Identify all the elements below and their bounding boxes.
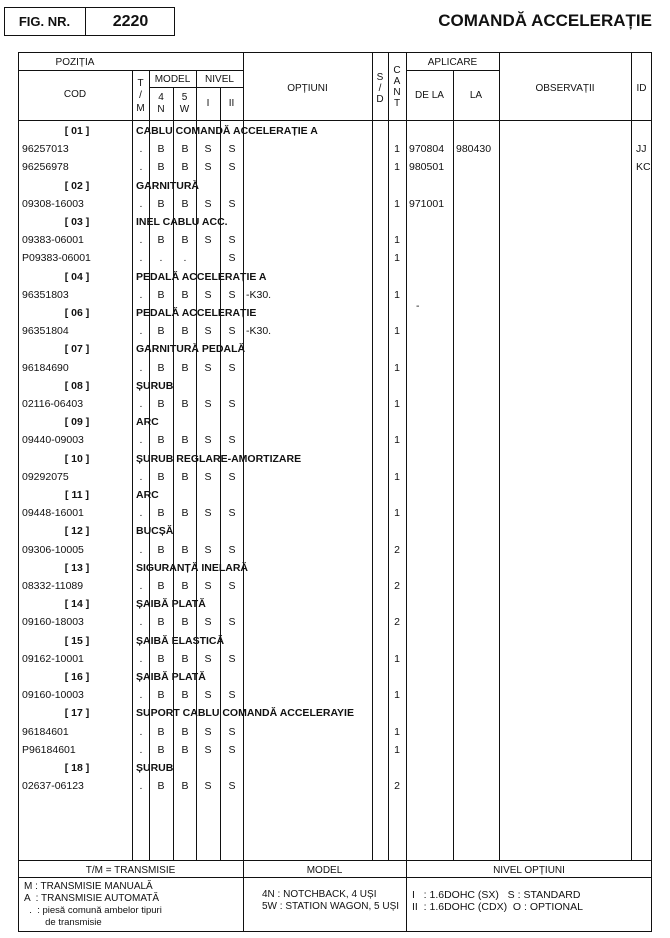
model-5w-mark: B	[181, 361, 189, 374]
row-divider	[18, 70, 243, 71]
quantity: 1	[394, 161, 400, 174]
transmission-mark: .	[139, 325, 143, 338]
header-t-slash: /	[139, 90, 142, 101]
level-1-mark: S	[204, 780, 212, 793]
header-model-n: N	[157, 104, 165, 115]
part-code: 09440-09003	[22, 434, 84, 447]
model-5w-mark: B	[181, 780, 189, 793]
part-name: ȘURUB REGLARE-AMORTIZARE	[136, 452, 302, 465]
position-number: [ 07 ]	[64, 343, 90, 356]
legend-transmisie-title: T/M = TRANSMISIE	[85, 865, 176, 876]
col-divider	[243, 52, 244, 932]
position-number: [ 17 ]	[64, 707, 90, 720]
level-2-mark: S	[228, 325, 236, 338]
header-observatii: OBSERVAȚII	[535, 83, 595, 94]
transmission-mark: .	[139, 143, 143, 156]
model-5w-mark: B	[181, 616, 189, 629]
model-4n-mark: B	[157, 434, 165, 447]
model-4n-mark: B	[157, 470, 165, 483]
position-number: [ 15 ]	[64, 634, 90, 647]
header-model: MODEL	[154, 74, 191, 85]
part-name: ARC	[136, 416, 159, 429]
header-cant-t: T	[393, 98, 401, 109]
model-5w-mark: B	[181, 743, 189, 756]
level-2-mark: S	[228, 580, 236, 592]
transmission-mark: .	[139, 543, 143, 556]
row-divider	[406, 70, 499, 71]
col-divider	[499, 52, 500, 860]
header-nivel: NIVEL	[205, 74, 234, 85]
quantity: 1	[394, 361, 400, 374]
level-2-mark: S	[228, 725, 236, 738]
model-5w-mark: B	[181, 197, 189, 210]
transmission-mark: .	[139, 398, 143, 410]
model-4n-mark: B	[157, 652, 165, 665]
legend-model-line: 4N : NOTCHBACK, 4 UȘI	[262, 889, 377, 900]
legend-model-line: 5W : STATION WAGON, 5 UȘI	[262, 901, 400, 912]
transmission-mark: .	[139, 197, 143, 210]
model-4n-mark: B	[157, 616, 165, 629]
transmission-mark: .	[139, 507, 143, 520]
header-sd-s: S	[376, 72, 384, 83]
option-code: -K30.	[246, 288, 272, 301]
transmission-mark: .	[139, 780, 143, 793]
row-divider	[149, 87, 243, 88]
col-divider	[132, 70, 133, 860]
part-code: 09160-18003	[22, 616, 84, 629]
transmission-mark: .	[139, 434, 143, 447]
transmission-mark: .	[139, 616, 143, 629]
part-code: 96256978	[22, 161, 69, 174]
level-2-mark: S	[228, 507, 236, 520]
quantity: 1	[394, 252, 400, 265]
part-code: 09306-10005	[22, 543, 84, 556]
level-2-mark: S	[228, 252, 236, 265]
col-divider	[372, 52, 373, 860]
part-code: 96351803	[22, 288, 69, 301]
header-bottom-rule	[18, 120, 652, 121]
part-code: 96257013	[22, 143, 69, 156]
model-5w-mark: B	[181, 470, 189, 483]
level-1-mark: S	[204, 434, 212, 447]
quantity: 1	[394, 652, 400, 665]
level-2-mark: S	[228, 689, 236, 702]
legend-top-rule	[18, 860, 652, 861]
model-4n-mark: B	[157, 743, 165, 756]
legend-model-title: MODEL	[306, 865, 343, 876]
from-date: 980501	[409, 161, 445, 174]
header-optiuni: OPȚIUNI	[287, 83, 328, 94]
part-code: 09160-10003	[22, 689, 84, 702]
part-code: 08332-11089	[22, 580, 84, 592]
position-number: [ 14 ]	[64, 598, 90, 611]
transmission-mark: .	[139, 252, 143, 265]
option-code: -K30.	[246, 325, 272, 338]
part-name: ARC	[136, 489, 159, 501]
model-4n-mark: .	[159, 252, 163, 265]
model-5w-mark: B	[181, 543, 189, 556]
position-number: [ 02 ]	[64, 179, 90, 192]
level-1-mark: S	[204, 743, 212, 756]
header-nivel-1: I	[206, 98, 210, 109]
transmission-mark: .	[139, 743, 143, 756]
header-nivel-2: II	[228, 98, 235, 109]
position-number: [ 04 ]	[64, 270, 90, 283]
model-5w-mark: B	[181, 161, 189, 174]
quantity: 1	[394, 743, 400, 756]
part-name: ȘURUB	[136, 379, 174, 392]
header-t: T	[137, 78, 144, 89]
model-4n-mark: B	[157, 543, 165, 556]
level-1-mark: S	[204, 325, 212, 338]
model-4n-mark: B	[157, 398, 165, 410]
from-date: 971001	[409, 197, 445, 210]
part-code: 09308-16003	[22, 197, 84, 210]
model-5w-mark: B	[181, 325, 189, 338]
col-divider	[631, 52, 632, 860]
header-model-4: 4	[158, 92, 164, 103]
model-4n-mark: B	[157, 507, 165, 520]
transmission-mark: .	[139, 361, 143, 374]
header-sd-slash: /	[378, 83, 382, 94]
from-date: 970804	[409, 143, 445, 156]
position-number: [ 13 ]	[64, 561, 90, 574]
transmission-mark: .	[139, 288, 143, 301]
legend-transmisie-line: de transmisie	[24, 917, 102, 928]
quantity: 1	[394, 234, 400, 247]
legend-nivel-line: II : 1.6DOHC (CDX) O : OPTIONAL	[412, 901, 583, 913]
header-m: M	[136, 103, 145, 114]
level-1-mark: S	[204, 197, 212, 210]
position-number: [ 03 ]	[64, 216, 90, 228]
level-1-mark: S	[204, 288, 212, 301]
part-name: PEDALĂ ACCELERAȚIE A	[136, 270, 267, 283]
position-number: [ 18 ]	[64, 762, 90, 774]
part-code: 09162-10001	[22, 652, 84, 665]
transmission-mark: .	[139, 689, 143, 702]
to-date: 980430	[456, 143, 492, 156]
level-2-mark: S	[228, 470, 236, 483]
col-divider	[453, 70, 454, 860]
quantity: 1	[394, 507, 400, 520]
level-1-mark: S	[204, 616, 212, 629]
level-2-mark: S	[228, 288, 236, 301]
position-number: [ 10 ]	[64, 452, 90, 465]
header-aplicare: APLICARE	[427, 57, 478, 68]
model-5w-mark: B	[181, 288, 189, 301]
model-4n-mark: B	[157, 580, 165, 592]
transmission-mark: .	[139, 161, 143, 174]
quantity: 1	[394, 470, 400, 483]
legend-title-rule	[18, 877, 652, 878]
header-cant-c: C	[393, 65, 401, 76]
level-2-mark: S	[228, 398, 236, 410]
figure-number-label: FIG. NR.	[4, 7, 86, 36]
transmission-mark: .	[139, 234, 143, 247]
part-name: INEL CABLU ACC.	[136, 216, 228, 228]
part-code: 96184601	[22, 725, 69, 738]
header-model-5: 5	[181, 92, 188, 103]
level-1-mark: S	[204, 652, 212, 665]
legend-transmisie-line: M : TRANSMISIE MANUALĂ	[24, 881, 153, 892]
level-2-mark: S	[228, 143, 236, 156]
part-code: P09383-06001	[22, 252, 91, 265]
id-code: KC	[636, 161, 651, 174]
quantity: 1	[394, 197, 400, 210]
model-4n-mark: B	[157, 143, 165, 156]
part-name: CABLU COMANDĂ ACCELERAȚIE A	[136, 125, 318, 137]
level-1-mark: S	[204, 580, 212, 592]
transmission-mark: .	[139, 652, 143, 665]
header-la: LA	[469, 90, 483, 101]
col-divider	[173, 87, 174, 860]
position-number: [ 16 ]	[64, 671, 90, 683]
id-code: JJ	[636, 143, 647, 156]
level-1-mark: S	[204, 361, 212, 374]
model-5w-mark: B	[181, 434, 189, 447]
legend-nivel-title: NIVEL OPȚIUNI	[493, 865, 565, 876]
part-code: 02637-06123	[22, 780, 84, 793]
legend-transmisie-line: A : TRANSMISIE AUTOMATĂ	[24, 893, 160, 904]
header-de-la: DE LA	[415, 90, 444, 101]
transmission-mark: .	[139, 470, 143, 483]
model-5w-mark: B	[181, 398, 189, 410]
model-4n-mark: B	[157, 161, 165, 174]
part-code: 02116-06403	[22, 398, 84, 410]
position-number: [ 09 ]	[64, 416, 90, 429]
part-name: ȘAIBĂ PLATĂ	[136, 598, 206, 611]
header-id: ID	[636, 83, 647, 94]
part-name: SUPORT CABLU COMANDĂ ACCELERAYIE	[136, 707, 354, 720]
col-divider	[406, 52, 407, 932]
header-cod: COD	[63, 89, 87, 100]
level-1-mark: S	[204, 543, 212, 556]
level-1-mark: S	[204, 143, 212, 156]
legend-transmisie-line: . : piesă comună ambelor tipuri	[24, 905, 162, 916]
part-name: ȘAIBĂ PLATĂ	[136, 671, 206, 683]
position-number: [ 01 ]	[64, 125, 90, 137]
model-4n-mark: B	[157, 234, 165, 247]
level-2-mark: S	[228, 434, 236, 447]
part-code: 96184690	[22, 361, 69, 374]
model-4n-mark: B	[157, 325, 165, 338]
quantity: 1	[394, 725, 400, 738]
model-5w-mark: .	[183, 252, 187, 265]
figure-number: 2220	[112, 13, 149, 30]
level-2-mark: S	[228, 197, 236, 210]
quantity: 1	[394, 689, 400, 702]
quantity: 1	[394, 398, 400, 410]
part-name: ȘURUB	[136, 762, 174, 774]
level-1-mark: S	[204, 398, 212, 410]
level-2-mark: S	[228, 161, 236, 174]
page-title: COMANDĂ ACCELERAȚIE	[438, 11, 652, 30]
model-5w-mark: B	[181, 580, 189, 592]
part-code: 09383-06001	[22, 234, 84, 247]
level-2-mark: S	[228, 234, 236, 247]
stray-mark: -	[416, 300, 420, 312]
quantity: 1	[394, 325, 400, 338]
header-pozitia: POZIȚIA	[55, 57, 95, 68]
transmission-mark: .	[139, 580, 143, 592]
model-4n-mark: B	[157, 780, 165, 793]
header-model-w: W	[179, 104, 190, 115]
model-4n-mark: B	[157, 288, 165, 301]
level-1-mark: S	[204, 725, 212, 738]
col-divider	[220, 87, 221, 860]
header-sd-d: D	[376, 94, 384, 105]
position-number: [ 12 ]	[64, 525, 90, 538]
position-number: [ 08 ]	[64, 379, 90, 392]
model-5w-mark: B	[181, 725, 189, 738]
level-2-mark: S	[228, 652, 236, 665]
level-2-mark: S	[228, 543, 236, 556]
part-name: GARNITURĂ	[136, 179, 199, 192]
level-2-mark: S	[228, 743, 236, 756]
part-code: 09448-16001	[22, 507, 84, 520]
model-5w-mark: B	[181, 143, 189, 156]
model-4n-mark: B	[157, 361, 165, 374]
quantity: 1	[394, 143, 400, 156]
model-5w-mark: B	[181, 507, 189, 520]
quantity: 2	[394, 580, 400, 592]
position-number: [ 11 ]	[65, 489, 89, 501]
quantity: 1	[394, 434, 400, 447]
part-code: 96351804	[22, 325, 69, 338]
part-name: ȘAIBĂ ELASTICĂ	[136, 634, 225, 647]
model-5w-mark: B	[181, 689, 189, 702]
header-cant-a: A	[393, 76, 401, 87]
part-name: SIGURANȚĂ INELARĂ	[136, 561, 248, 574]
position-number: [ 06 ]	[64, 307, 90, 319]
level-1-mark: S	[204, 689, 212, 702]
header-cant-n: N	[393, 87, 401, 98]
model-5w-mark: B	[181, 234, 189, 247]
part-code: 09292075	[22, 470, 69, 483]
model-4n-mark: B	[157, 725, 165, 738]
model-4n-mark: B	[157, 689, 165, 702]
part-name: PEDALĂ ACCELERAȚIE	[136, 307, 257, 319]
quantity: 1	[394, 288, 400, 301]
legend-nivel-line: I : 1.6DOHC (SX) S : STANDARD	[412, 889, 581, 901]
level-1-mark: S	[204, 234, 212, 247]
level-1-mark: S	[204, 507, 212, 520]
level-2-mark: S	[228, 361, 236, 374]
part-code: P96184601	[22, 743, 76, 756]
model-5w-mark: B	[181, 652, 189, 665]
quantity: 2	[394, 616, 400, 629]
level-1-mark: S	[204, 470, 212, 483]
level-2-mark: S	[228, 780, 236, 793]
transmission-mark: .	[139, 725, 143, 738]
level-1-mark: S	[204, 161, 212, 174]
level-2-mark: S	[228, 616, 236, 629]
part-name: BUCȘĂ	[136, 525, 174, 538]
model-4n-mark: B	[157, 197, 165, 210]
quantity: 2	[394, 543, 400, 556]
quantity: 2	[394, 780, 400, 793]
part-name: GARNITURĂ PEDALĂ	[136, 343, 246, 356]
